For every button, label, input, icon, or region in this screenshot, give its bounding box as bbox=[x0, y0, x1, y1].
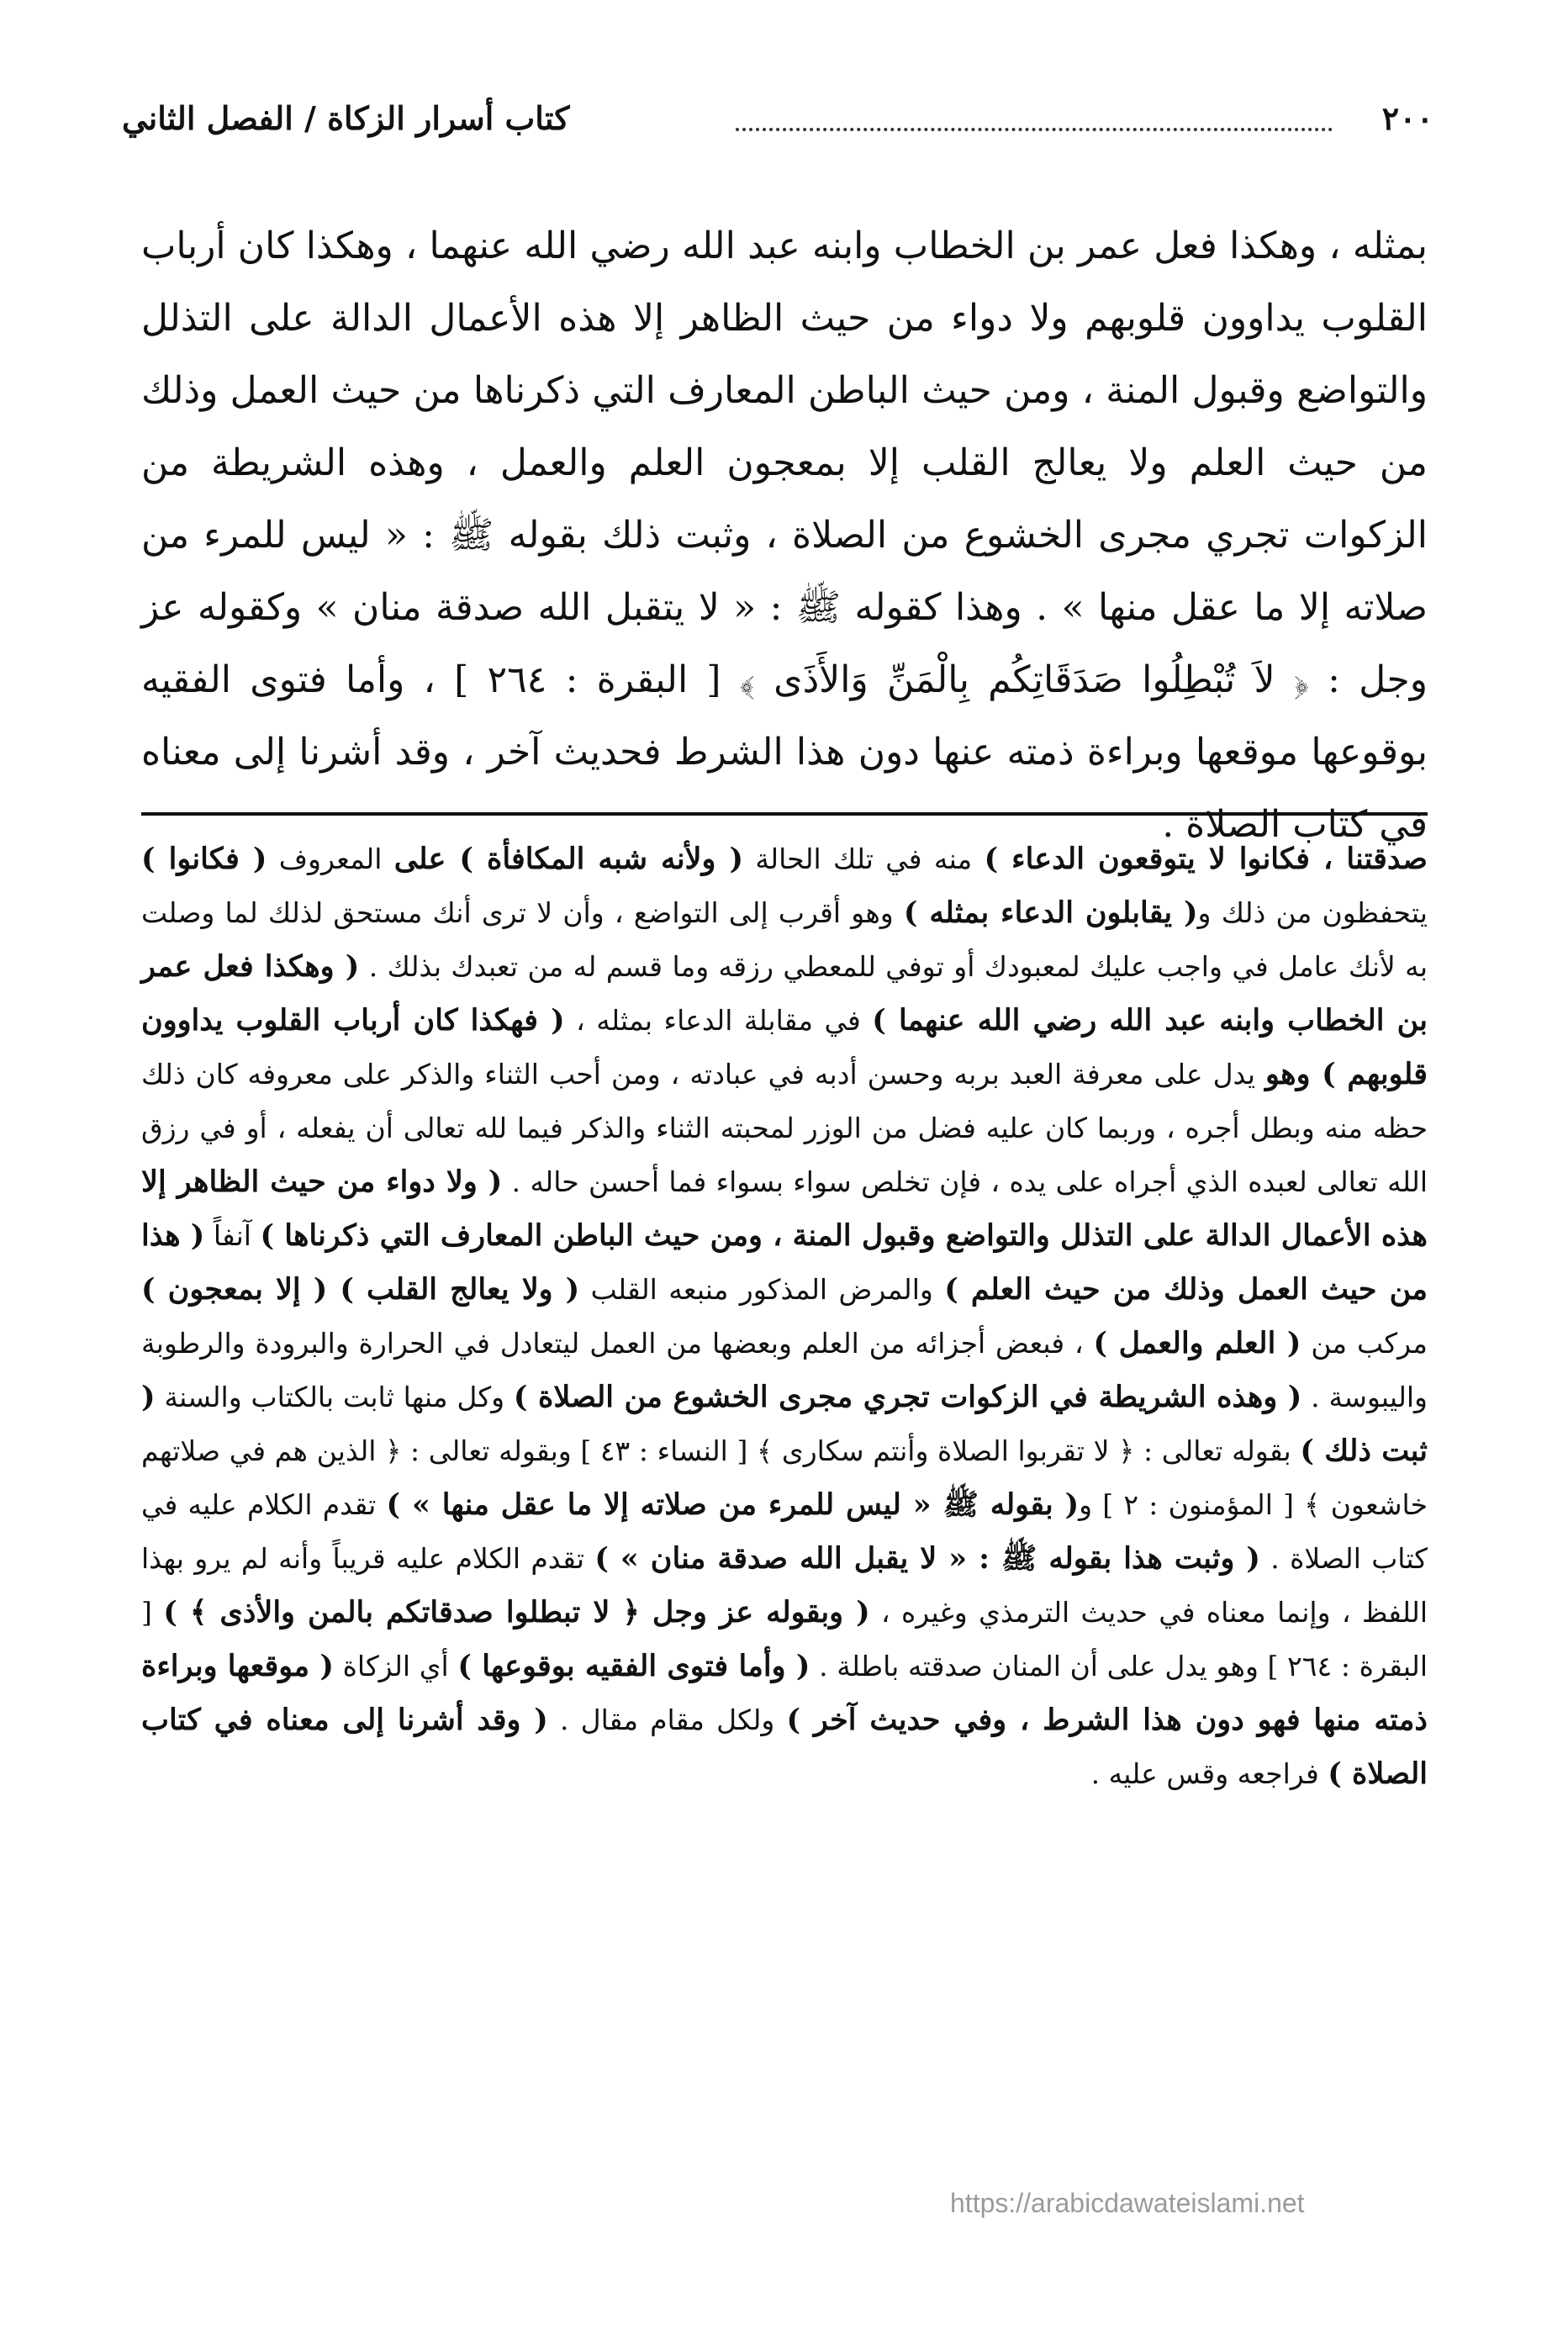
footnote-divider bbox=[141, 812, 1428, 816]
commentary-matn-quote: ( هذا من حيث العمل وذلك من حيث العلم ) bbox=[141, 1218, 1428, 1307]
commentary-matn-quote: ( بقوله ﷺ « ليس للمرء من صلاته إلا ما عقل منها » ) bbox=[386, 1487, 1080, 1522]
commentary-sharh-text: منه في تلك الحالة bbox=[743, 843, 985, 875]
page-header bbox=[122, 91, 1433, 150]
commentary-sharh-text: [ البقرة : ٢٦٤ ] وهو يدل على أن المنان صدقته باطلة . bbox=[141, 1596, 1428, 1683]
watermark-url: https://arabicdawateislami.net bbox=[950, 2188, 1305, 2218]
page-number: ٢٠٠ bbox=[1381, 99, 1433, 137]
commentary-sharh-text: مركب من bbox=[1301, 1327, 1428, 1360]
commentary bbox=[141, 832, 1428, 2195]
header-dotted-leader bbox=[736, 128, 1333, 131]
commentary-matn-quote: ( وقد أشرنا إلى معناه في كتاب الصلاة ) bbox=[141, 1703, 1428, 1791]
commentary-matn-quote: ( ولأنه شبه المكافأة ) على bbox=[393, 842, 744, 876]
commentary-sharh-text: وهو أقرب إلى التواضع ، وأن لا ترى أنك مستحق لذلك لما وصلت به لأنك عامل في واجب عليك لمعبودك أو توفي للمعطي رزقه وما قسم له من تعبدك بذلك . bbox=[141, 896, 1428, 983]
commentary-sharh-text: في مقابلة الدعاء بمثله ، bbox=[564, 1004, 873, 1037]
commentary-matn-quote: ( ولا دواء من حيث الظاهر إلا هذه الأعمال الدالة على التذلل والتواضع وقبول المنة ، ومن حيث الباطن المعارف التي ذكرناها ) bbox=[141, 1165, 1428, 1253]
commentary-matn-quote: ( وبقوله عز وجل ﴿ لا تبطلوا صدقاتكم بالمن والأذى ﴾ ) bbox=[163, 1595, 870, 1630]
commentary-sharh-text: تقدم الكلام عليه قريباً وأنه لم يرو بهذا اللفظ ، وإنما معناه في حديث الترمذي وغيره ، bbox=[141, 1542, 1428, 1629]
commentary-matn-quote: ( العلم والعمل ) bbox=[1093, 1326, 1301, 1360]
commentary-sharh-text: يتحفظون من ذلك و bbox=[1197, 896, 1428, 929]
main-text bbox=[141, 210, 1428, 846]
commentary-sharh-text: ، فبعض أجزائه من العلم وبعضها من العمل ليتعادل في الحرارة والبرودة والرطوبة واليبوسة . bbox=[141, 1327, 1428, 1413]
commentary-sharh-text: أي الزكاة bbox=[333, 1650, 458, 1683]
commentary-sharh-text: بقوله تعالى : ﴿ لا تقربوا الصلاة وأنتم سكارى ﴾ [ النساء : ٤٣ ] وبقوله تعالى : ﴿ الذين هم في صلاتهم خاشعون ﴾ [ المؤمنون : ٢ ] و bbox=[141, 1434, 1428, 1521]
commentary-sharh-text: يدل على معرفة العبد بربه وحسن أدبه في عبادته ، ومن أحب الثناء والذكر على معروفه كان ذلك حظه منه وبطل أجره ، وربما كان عليه فضل من الوزر لمحبته الثناء والذكر فيما لله تعالى أن يفعله ، أو في رزق الله تعالى لعبده الذي أجراه على يده ، فإن تخلص سواء بسواء فما أحسن حاله . bbox=[141, 1058, 1428, 1198]
commentary-sharh-text: فراجعه وقس عليه . bbox=[1090, 1757, 1328, 1790]
commentary-sharh-text: وكل منها ثابت بالكتاب والسنة bbox=[155, 1381, 514, 1413]
commentary-matn-quote: ( فكانوا ) bbox=[141, 842, 267, 876]
commentary-matn-quote: ( موقعها وبراءة ذمته منها فهو دون هذا الشرط ، وفي حديث آخر ) bbox=[141, 1649, 1428, 1737]
commentary-matn-quote: صدقتنا ، فكانوا لا يتوقعون الدعاء ) bbox=[984, 842, 1428, 876]
commentary-matn-quote: ( وأما فتوى الفقيه بوقوعها ) bbox=[457, 1649, 810, 1683]
commentary-matn-quote: ( فهكذا كان أرباب القلوب يداوون قلوبهم ) وهو bbox=[141, 1003, 1428, 1091]
commentary-matn-quote: ( ولا يعالج القلب ) ( إلا بمعجون ) bbox=[141, 1272, 580, 1307]
commentary-matn-quote: ( وهذه الشريطة في الزكوات تجري مجرى الخشوع من الصلاة ) bbox=[513, 1380, 1302, 1414]
commentary-matn-quote: ( وهكذا فعل عمر بن الخطاب وابنه عبد الله رضي الله عنهما ) bbox=[141, 949, 1428, 1038]
commentary-matn-quote: ( وثبت هذا بقوله ﷺ : « لا يقبل الله صدقة منان » ) bbox=[594, 1541, 1260, 1576]
commentary-matn-quote: ( يقابلون الدعاء بمثله ) bbox=[903, 895, 1198, 930]
commentary-paragraph bbox=[141, 832, 1428, 1801]
commentary-sharh-text: المعروف bbox=[267, 843, 394, 875]
main-paragraph: بمثله ، وهكذا فعل عمر بن الخطاب وابنه عبد الله رضي الله عنهما ، وهكذا كان أرباب القلوب يداوون قلوبهم ولا دواء من حيث الظاهر إلا هذه الأعمال الدالة على التذلل والتواضع وقبول المنة ، ومن حيث الباطن المعارف التي ذكرناها من حيث العمل وذلك من حيث العلم ولا يعالج القلب إلا بمعجون العلم والعمل ، وهذه الشريطة من الزكوات تجري مجرى الخشوع من الصلاة ، وثبت ذلك بقوله ﷺ : « ليس للمرء من صلاته إلا ما عقل منها » . وهذا كقوله ﷺ : « لا يتقبل الله صدقة منان » وكقوله عز وجل : ﴿ لاَ تُبْطِلُوا صَدَقَاتِكُم بِالْمَنِّ وَالأَذَى ﴾ [ البقرة : ٢٦٤ ] ، وأما فتوى الفقيه بوقوعها موقعها وبراءة ذمته عنها دون هذا الشرط فحديث آخر ، وقد أشرنا إلى معناه في كتاب الصلاة . bbox=[141, 225, 1428, 846]
running-title: كتاب أسرار الزكاة / الفصل الثاني bbox=[122, 99, 570, 137]
commentary-sharh-text: والمرض المذكور منبعه القلب bbox=[579, 1273, 945, 1306]
commentary-sharh-text: تقدم الكلام عليه في كتاب الصلاة . bbox=[141, 1488, 1428, 1575]
commentary-sharh-text: ولكل مقام مقال . bbox=[547, 1704, 787, 1736]
commentary-sharh-text: آنفاً bbox=[204, 1219, 261, 1252]
commentary-matn-quote: ( ثبت ذلك ) bbox=[141, 1380, 1428, 1468]
